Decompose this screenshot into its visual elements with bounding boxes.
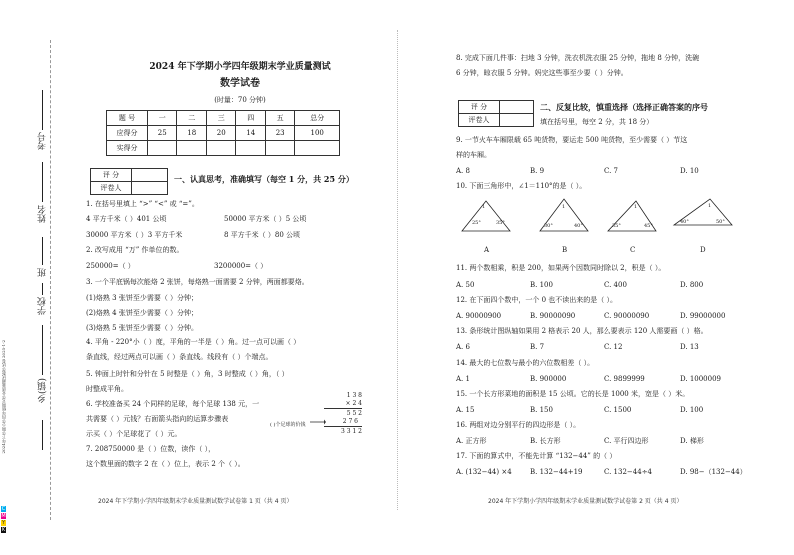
q3-item: (3)烙熟 5 张饼至少需要（ ）分钟。: [86, 324, 199, 332]
field-township: 乡(镇): [38, 378, 48, 404]
score-input-cell[interactable]: [236, 141, 265, 156]
q10-option: C: [630, 246, 636, 254]
binding-strip: [0, 0, 60, 555]
q16-option: C. 平行四边形: [604, 437, 649, 445]
score-table-header: [107, 111, 340, 126]
q12-text: 12. 在下面四个数中，一个 0 也不读出来的是（ ）。: [456, 296, 617, 304]
q1-text: 1. 在括号里填上 “>” “<” 或 “=”。: [86, 200, 199, 208]
triangle-a-angle-2: 25°: [472, 220, 481, 226]
q14-option: B. 900000: [530, 375, 567, 383]
q14-option: A. 1: [456, 375, 470, 383]
score-cell: 14: [236, 126, 265, 141]
q15-text: 15. 一个长方形菜地的面积是 15 公顷。它的长是 1000 米，宽是（ ）米。: [456, 390, 690, 398]
q1-item: 4 平方千米（ ）401 公顷: [86, 215, 167, 223]
q10-option: B: [562, 246, 568, 254]
binding-dashed-line: [50, 40, 51, 520]
q11-option: A. 50: [456, 281, 475, 289]
q10-text: 10. 下面三角形中，∠1＝110°的是（ ）。: [456, 182, 587, 190]
field-school: 学校: [38, 297, 48, 315]
page-subtitle: 数学试卷: [220, 78, 260, 89]
score-input-cell[interactable]: [206, 141, 235, 156]
field-line: [42, 237, 43, 265]
triangle-c-angle-3: 45°: [644, 223, 653, 229]
q14-option: C. 9899999: [604, 375, 645, 383]
calc-arrow-label: ( )个足球的价钱: [270, 422, 306, 428]
q12-option: C. 90000090: [604, 312, 650, 320]
field-name: 姓名: [38, 205, 48, 223]
triangle-d-angle-3: 50°: [716, 219, 725, 225]
q15-option: A. 15: [456, 406, 475, 414]
q2-item: 250000=（ ）: [86, 262, 135, 270]
cmyk-y: Y: [1, 520, 6, 526]
triangle-a-angle-1: 1: [482, 204, 486, 210]
score-cell: 23: [265, 126, 294, 141]
q13-option: B. 7: [530, 343, 545, 351]
score-input-cell[interactable]: [265, 141, 294, 156]
vertical-multiplication: [318, 392, 362, 442]
score-input-cell[interactable]: [295, 141, 340, 156]
q16-option: A. 正方形: [456, 437, 487, 445]
score-table: [106, 110, 340, 156]
q17-option: C. 132−44÷4: [604, 468, 653, 476]
score-cell: 20: [206, 126, 235, 141]
triangle-d: [672, 195, 734, 235]
q9-text: 9. 一节火车车厢限载 65 吨货物，要运走 500 吨货物，至少需要（ ）节这: [456, 136, 688, 144]
field-exam-no: 考号: [38, 132, 48, 150]
q4-text-cont: 条直线，经过两点可以画（ ）条直线。线段有（ ）个端点。: [86, 353, 273, 361]
q8-text: 8. 完成下面几件事：扫地 3 分钟，洗衣机洗衣服 25 分钟，拖地 8 分钟，洗碗: [456, 54, 700, 62]
q5-text-cont: 时整成平角。: [86, 385, 128, 393]
q11-option: D. 800: [680, 281, 704, 289]
field-line: [42, 162, 43, 202]
triangle-d-angle-1: 1: [708, 203, 712, 209]
grader-score-label: 评 分: [459, 101, 500, 114]
grader-score-label: 评 分: [91, 169, 132, 182]
score-header-cell: 二: [177, 111, 206, 126]
page-title: 2024 年下学期小学四年级期末学业质量测试: [149, 62, 331, 72]
q1-item: 30000 平方米（ ）3 平方千米: [86, 231, 183, 239]
score-cell: 应得分: [107, 126, 148, 141]
q17-option: A. (132−44) ×4: [456, 468, 512, 476]
score-header-cell: 题 号: [107, 111, 148, 126]
q11-option: B. 100: [530, 281, 553, 289]
field-line: [42, 283, 43, 295]
q14-text: 14. 最大的七位数与最小的六位数相差（ ）。: [456, 359, 595, 367]
grader-score-cell[interactable]: [500, 101, 534, 114]
score-header-cell: 三: [206, 111, 235, 126]
field-line: [42, 90, 43, 130]
q2-item: 3200000=（ ）: [214, 262, 268, 270]
score-cell: 18: [177, 126, 206, 141]
calc-rule: [324, 408, 362, 409]
triangle-b-angle-2: 30°: [544, 223, 553, 229]
score-table-row: [107, 126, 340, 141]
grader-name-label: 评卷人: [91, 182, 132, 195]
q10-option: D: [700, 246, 706, 254]
q1-item: 50000 平方米（ ）5 公顷: [224, 215, 307, 223]
footer-right: 2024 年下学期小学四年级期末学业质量测试数学试卷第 2 页（共 4 页）: [488, 498, 683, 505]
q6-text: 6. 学校准备买 24 个同样的足球，每个足球 138 元，一: [86, 400, 260, 408]
field-line: [42, 325, 43, 375]
q15-option: D. 100: [680, 406, 704, 414]
q16-option: D. 梯形: [680, 437, 704, 445]
time-limit: (时量：70 分钟): [214, 96, 266, 104]
q13-option: D. 13: [680, 343, 699, 351]
score-input-cell[interactable]: [177, 141, 206, 156]
q9-option: D. 10: [680, 167, 699, 175]
q4-text: 4. 平角 - 220°小（ ）度，平角的一半是（ ）角。过一点可以画（ ）: [86, 338, 301, 346]
q15-option: C. 1500: [604, 406, 632, 414]
q16-option: B. 长方形: [530, 437, 561, 445]
q12-option: D. 99000000: [680, 312, 726, 320]
q13-option: A. 6: [456, 343, 470, 351]
q6-text-cont: 示买（ ）个足球花了（ ）元。: [86, 430, 182, 438]
grader-name-label: 评卷人: [459, 114, 500, 127]
q12-option: B. 90000090: [530, 312, 576, 320]
q3-item: (2)烙熟 4 张饼至少需要（ ）分钟；: [86, 309, 199, 317]
triangle-c-angle-1: 1: [634, 204, 638, 210]
score-header-cell: 总分: [295, 111, 340, 126]
calc-line: 2 7 6: [342, 418, 358, 425]
calc-line: × 2 4: [345, 400, 362, 407]
arrow-icon: [310, 418, 326, 426]
grader-name-cell[interactable]: [132, 182, 168, 195]
footer-left: 2024 年下学期小学四年级期末学业质量测试数学试卷第 1 页（共 4 页）: [98, 498, 293, 505]
score-table-row: [107, 141, 340, 156]
score-header-cell: 四: [236, 111, 265, 126]
cmyk-k: K: [1, 527, 6, 533]
calc-line: 1 3 8: [346, 392, 362, 399]
q14-option: D. 1000009: [680, 375, 721, 383]
q9-text-cont: 样的车厢。: [456, 151, 491, 159]
grader-score-cell[interactable]: [132, 169, 168, 182]
q16-text: 16. 两组对边分别平行的四边形是（ ）。: [456, 421, 581, 429]
cmyk-c: C: [1, 506, 6, 512]
triangle-a-angle-3: 35°: [496, 220, 505, 226]
section-2-heading: 二、反复比较，慎重选择（选择正确答案的序号: [540, 102, 708, 112]
q13-text: 13. 条形统计图纵轴如果用 2 格表示 20 人，那么要表示 120 人需要画（ ）格。: [456, 327, 708, 335]
q9-option: C. 7: [604, 167, 619, 175]
field-class: 班: [38, 268, 48, 277]
q5-text: 5. 钟面上时针和分针在 5 时整是（ ）角，3 时整成（ ）角，（ ）: [86, 370, 289, 378]
score-cell: 100: [295, 126, 340, 141]
q3-text: 3. 一个平底锅每次能烙 2 张饼，每烙熟一面需要 2 分钟，两面都要烙。: [86, 278, 309, 286]
field-line: [42, 420, 43, 450]
section-1-heading: 一、认真思考，准确填写（每空 1 分，共 25 分）: [174, 174, 354, 184]
q15-option: B. 150: [530, 406, 553, 414]
triangle-b-angle-3: 40°: [574, 223, 583, 229]
section-2-heading-cont: 填在括号里，每空 2 分，共 18 分）: [540, 118, 654, 126]
calc-line: 3 3 1 2: [341, 428, 362, 435]
grader-name-cell[interactable]: [500, 114, 534, 127]
q2-text: 2. 改写成用 “万” 作单位的数。: [86, 246, 184, 254]
triangle-c-angle-2: 35°: [612, 223, 621, 229]
q11-text: 11. 两个数相乘，积是 200，如果两个因数同时除以 2，积是（ ）。: [456, 264, 666, 272]
q3-item: (1)烙熟 3 张饼至少需要（ ）分钟；: [86, 294, 199, 302]
cmyk-m: M: [1, 513, 6, 519]
q6-text-cont: 共需要（ ）元钱？右面箭头指向的运算步骤表: [86, 415, 229, 423]
q17-option: D. 98−（132−44）: [680, 468, 747, 476]
score-header-cell: 一: [148, 111, 177, 126]
score-header-cell: 五: [265, 111, 294, 126]
q12-option: A. 90000900: [456, 312, 502, 320]
page-divider: [397, 30, 398, 510]
q17-option: B. 132−44+19: [530, 468, 583, 476]
score-input-cell[interactable]: [148, 141, 177, 156]
score-cell: 实得分: [107, 141, 148, 156]
q11-option: C. 400: [604, 281, 627, 289]
q9-option: A. 8: [456, 167, 470, 175]
calc-rule: [324, 426, 362, 427]
binding-side-text: 2024年下学期小学四年级期末学业质量测试数学试卷 2025-1-2: [1, 340, 6, 454]
q7-text-cont: 这个数里面的数字 2 在（ ）位上，表示 2 个（ ）。: [86, 460, 245, 468]
q13-option: C. 12: [604, 343, 623, 351]
q7-text: 7. 208750000 是（ ）位数，读作（ ），: [86, 445, 216, 453]
q9-option: B. 9: [530, 167, 545, 175]
q1-item: 8 平方千米（ ）80 公顷: [224, 231, 301, 239]
grader-box-2: [458, 100, 534, 127]
triangle-b-angle-1: 1: [562, 204, 566, 210]
triangle-d-angle-2: 40°: [680, 219, 689, 225]
grader-box-1: [90, 168, 168, 195]
calc-line: 5 5 2: [346, 410, 362, 417]
q17-text: 17. 下面的算式中，不能先计算 “132−44” 的（ ）: [456, 452, 617, 460]
q10-option: A: [484, 246, 490, 254]
q8-text-cont: 6 分钟，晾衣服 5 分钟。妈完这些事至少要（ ）分钟。: [456, 69, 628, 77]
score-cell: 25: [148, 126, 177, 141]
triangle-a: [460, 195, 512, 235]
